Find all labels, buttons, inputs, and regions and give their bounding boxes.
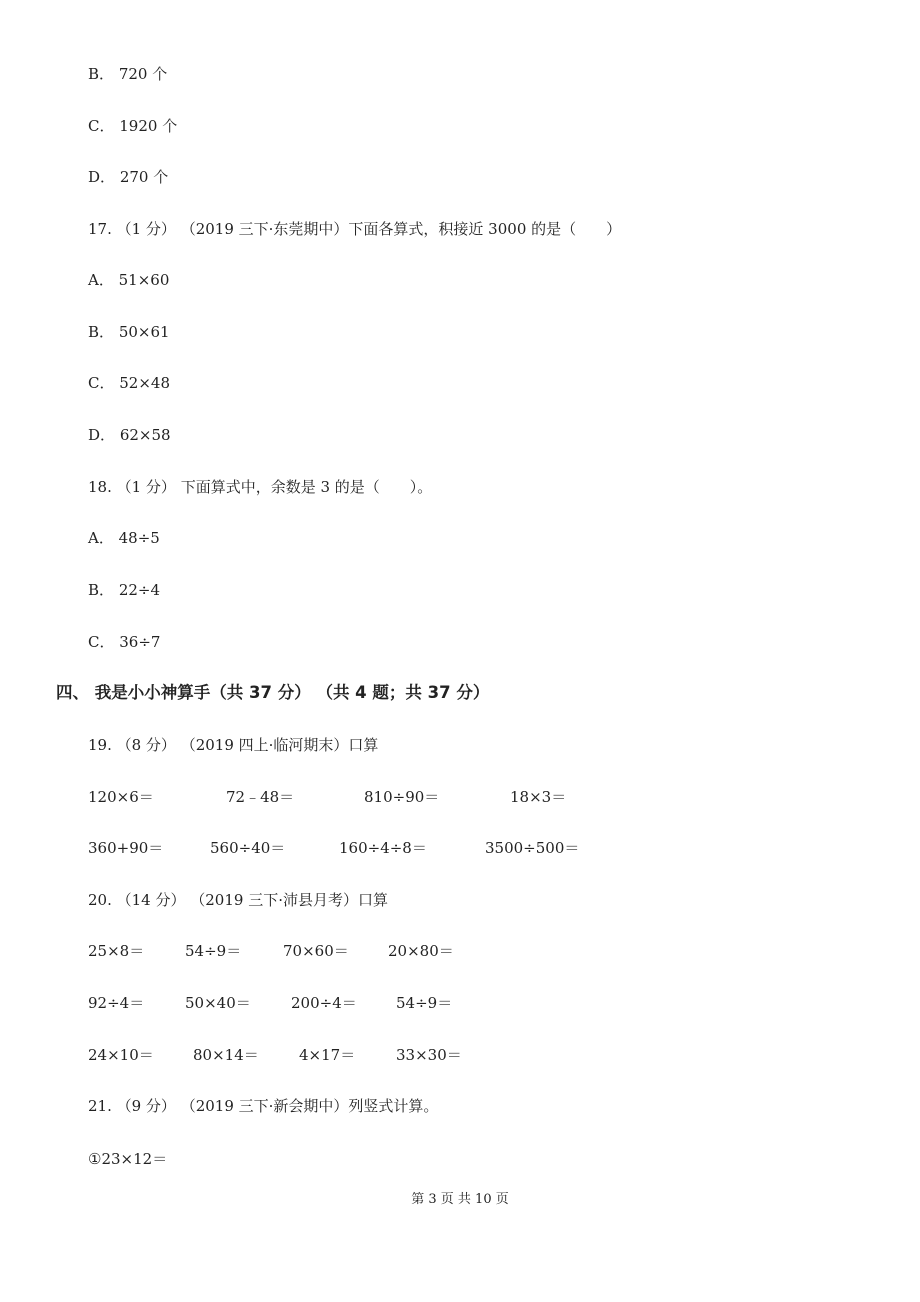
q20-item: 25×8＝ [88, 942, 145, 960]
q16-option-b [88, 64, 167, 84]
option-text: 62×58 [119, 426, 171, 444]
option-letter: D． [88, 426, 116, 444]
q20-item: 54÷9＝ [396, 994, 453, 1012]
q19-item: 810÷90＝ [364, 788, 440, 806]
option-letter: D． [88, 168, 116, 186]
option-letter: C． [88, 117, 115, 135]
q21-stem: 21. （9 分） （2019 三下·新会期中）列竖式计算。 [88, 1097, 439, 1115]
q21-item-1: ①23×12＝ [88, 1150, 168, 1168]
q19-stem: 19. （8 分） （2019 四上·临河期末）口算 [88, 736, 379, 754]
q19-item: 560÷40＝ [210, 839, 286, 857]
option-text: 270 个 [119, 168, 169, 186]
q19-item: 360+90＝ [88, 839, 164, 857]
q17-option-c [88, 373, 170, 393]
option-text: 36÷7 [119, 633, 161, 651]
q18-stem: 18. （1 分） 下面算式中，余数是 3 的是（ ）。 [88, 478, 433, 496]
section-title: 四、 我是小小神算手（共 37 分） （共 4 题；共 37 分） [56, 683, 490, 702]
q20-item: 70×60＝ [283, 942, 349, 960]
option-letter: B． [88, 581, 115, 599]
q17-option-b [88, 322, 170, 342]
q18-option-a [88, 528, 160, 548]
q17-option-a [88, 270, 169, 290]
q19-item: 160÷4÷8＝ [339, 839, 427, 857]
q18-option-c [88, 632, 160, 652]
option-text: 51×60 [118, 271, 170, 289]
option-text: 52×48 [119, 374, 171, 392]
q18-option-b [88, 580, 160, 600]
q20-item: 54÷9＝ [185, 942, 242, 960]
q16-option-c [88, 116, 177, 136]
q17-stem: 17. （1 分） （2019 三下·东莞期中）下面各算式，积接近 3000 的是（ ） [88, 220, 622, 238]
option-text: 1920 个 [119, 117, 178, 135]
option-letter: B． [88, 323, 115, 341]
option-letter: A． [88, 271, 114, 289]
page-footer: 第 3 页 共 10 页 [411, 1192, 509, 1207]
q20-item: 20×80＝ [388, 942, 454, 960]
q20-item: 92÷4＝ [88, 994, 145, 1012]
option-text: 22÷4 [118, 581, 161, 599]
option-text: 48÷5 [118, 529, 160, 547]
q19-item: 3500÷500＝ [485, 839, 580, 857]
q19-item: 18×3＝ [510, 788, 567, 806]
q17-option-d [88, 425, 171, 445]
q20-item: 33×30＝ [396, 1046, 462, 1064]
q20-item: 200÷4＝ [291, 994, 357, 1012]
q20-item: 24×10＝ [88, 1046, 154, 1064]
option-text: 50×61 [118, 323, 170, 341]
q20-stem: 20. （14 分） （2019 三下·沛县月考）口算 [88, 891, 388, 909]
option-letter: C． [88, 374, 115, 392]
q20-item: 4×17＝ [299, 1046, 356, 1064]
q20-item: 50×40＝ [185, 994, 251, 1012]
option-letter: A． [88, 529, 114, 547]
q19-item: 120×6＝ [88, 788, 154, 806]
option-letter: B． [88, 65, 115, 83]
q16-option-d [88, 167, 168, 187]
q20-item: 80×14＝ [193, 1046, 259, 1064]
option-letter: C． [88, 633, 115, 651]
option-text: 720 个 [118, 65, 168, 83]
q19-item: 72﹣48＝ [226, 788, 295, 806]
